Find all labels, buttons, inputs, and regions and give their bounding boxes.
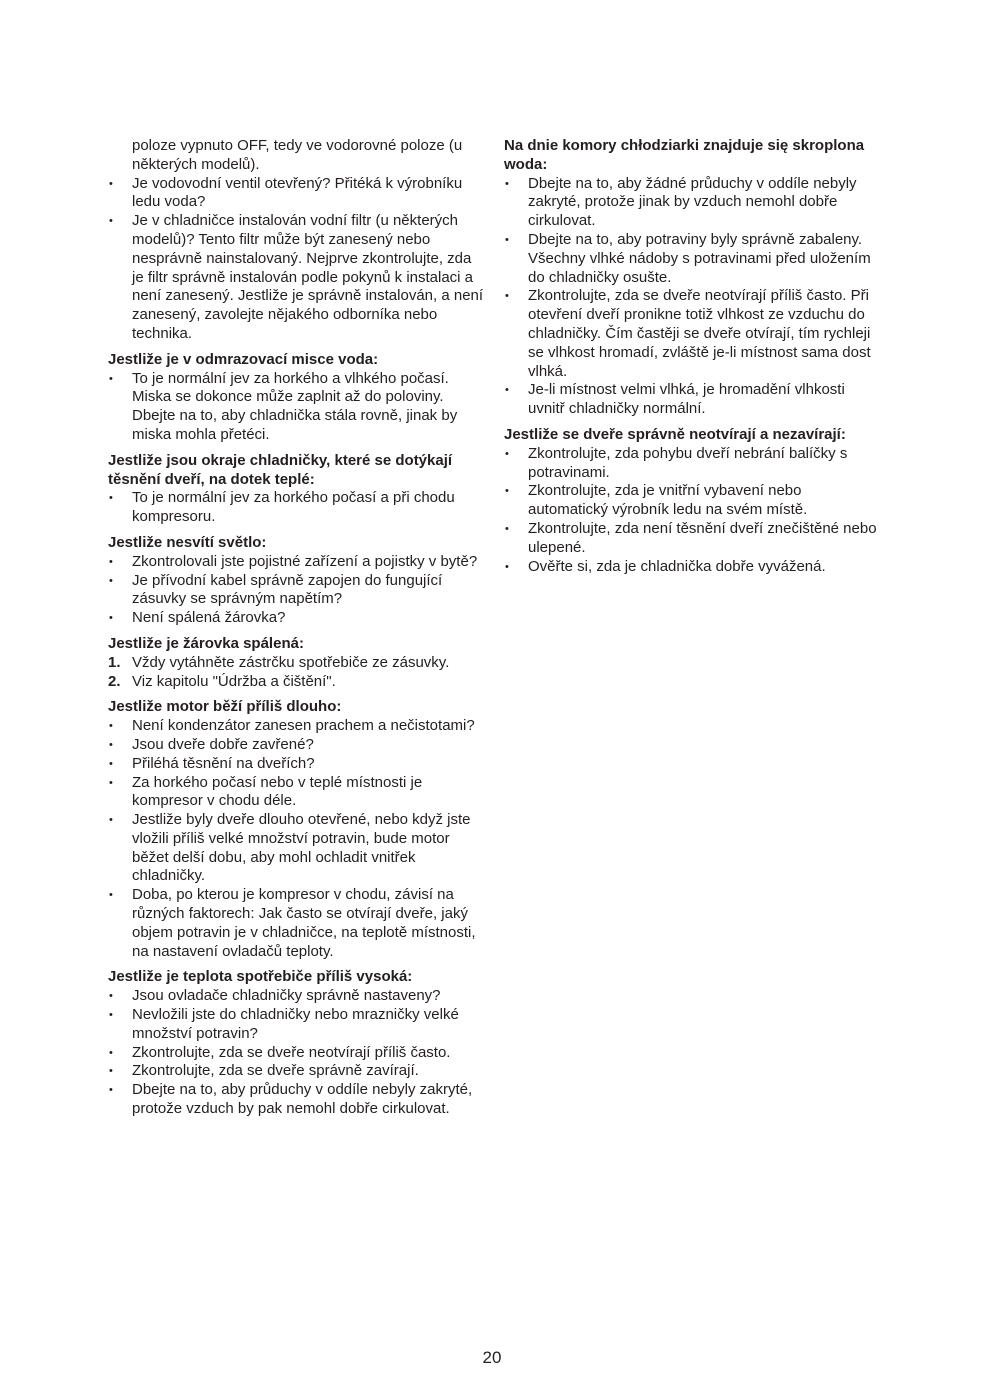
list-item: • Není kondenzátor zanesen prachem a nečistotami? bbox=[108, 717, 486, 736]
list-item: • Dbejte na to, aby žádné průduchy v oddíle nebyly zakryté, protože jinak by vzduch nemohl dobře cirkulovat. bbox=[504, 175, 884, 231]
section-heading: Jestliže je žárovka spálená: bbox=[108, 634, 304, 652]
bullet-list bbox=[504, 445, 884, 577]
page-number: 20 bbox=[482, 1348, 502, 1367]
section-light-off bbox=[108, 534, 486, 628]
bullet-list bbox=[108, 553, 486, 628]
list-item: • Není spálená žárovka? bbox=[108, 609, 486, 628]
continuation-text: poloze vypnuto OFF, tedy ve vodorovné poloze (u některých modelů). bbox=[132, 137, 463, 173]
section-condensed-water bbox=[504, 137, 884, 419]
list-item: • Za horkého počasí nebo v teplé místnosti je kompresor v chodu déle. bbox=[108, 774, 486, 812]
list-item: • Dbejte na to, aby potraviny byly správně zabaleny. Všechny vlhké nádoby s potravinami před uložením do chladničky osušte. bbox=[504, 231, 884, 287]
numbered-item bbox=[108, 673, 486, 692]
section-bulb-burnt bbox=[108, 635, 486, 691]
numbered-item bbox=[108, 654, 486, 673]
section-heading: Jestliže jsou okraje chladničky, které se dotýkají těsnění dveří, na dotek teplé: bbox=[108, 451, 453, 488]
intro-section bbox=[108, 137, 486, 344]
section-heading: Jestliže motor běží příliš dlouho: bbox=[108, 698, 342, 716]
bullet-list bbox=[108, 489, 486, 527]
right-column bbox=[504, 137, 884, 576]
list-item: • Jsou dveře dobře zavřené? bbox=[108, 736, 486, 755]
item-number: 2. bbox=[108, 672, 121, 690]
section-heading: Jestliže je teplota spotřebiče příliš vysoká: bbox=[108, 968, 413, 986]
item-text: Vždy vytáhněte zástrčku spotřebiče ze zásuvky. bbox=[132, 653, 450, 671]
left-column bbox=[108, 137, 486, 1119]
list-item: • Zkontrolujte, zda se dveře správně zavírají. bbox=[108, 1062, 486, 1081]
list-item: • Zkontrolujte, zda není těsnění dveří znečištěné nebo ulepené. bbox=[504, 520, 884, 558]
list-item: • Nevložili jste do chladničky nebo mrazničky velké množství potravin? bbox=[108, 1006, 486, 1044]
list-item: • Zkontrolujte, zda se dveře neotvírají příliš často. Při otevření dveří pronikne totiž vlhkost ze vzduchu do chladničky. Čím častěji se dveře otvírají, tím rychleji se vlhkost hromadí, zvláště je-li místnost sama dost vlhká. bbox=[504, 287, 884, 381]
section-heading: Na dnie komory chłodziarki znajduje się skroplona woda: bbox=[504, 137, 865, 173]
section-heading: Jestliže je v odmrazovací misce voda: bbox=[108, 350, 379, 368]
list-item: • Zkontrolovali jste pojistné zařízení a pojistky v bytě? bbox=[108, 553, 486, 572]
section-warm-edges bbox=[108, 452, 486, 527]
list-item: • Dbejte na to, aby průduchy v oddíle nebyly zakryté, protože vzduch by pak nemohl dobře cirkulovat. bbox=[108, 1081, 486, 1119]
list-item: • Zkontrolujte, zda je vnitřní vybavení nebo automatický výrobník ledu na svém místě. bbox=[504, 482, 884, 520]
intro-list bbox=[108, 175, 486, 344]
list-item: • Jsou ovladače chladničky správně nastaveny? bbox=[108, 987, 486, 1006]
numbered-list bbox=[108, 654, 486, 692]
section-heading: Jestliže nesvítí světlo: bbox=[108, 533, 267, 551]
item-number: 1. bbox=[108, 653, 121, 671]
list-item: • Jestliže byly dveře dlouho otevřené, nebo když jste vložili příliš velké množství potravin, bude motor běžet delší dobu, aby mohl ochladit vnitřek chladničky. bbox=[108, 811, 486, 886]
list-item: • Je vodovodní ventil otevřený? Přitéká k výrobníku ledu voda? bbox=[108, 175, 486, 213]
list-item: • Zkontrolujte, zda pohybu dveří nebrání balíčky s potravinami. bbox=[504, 445, 884, 483]
list-item: • Je přívodní kabel správně zapojen do fungující zásuvky se správným napětím? bbox=[108, 572, 486, 610]
bullet-list bbox=[108, 370, 486, 445]
bullet-list bbox=[108, 987, 486, 1119]
section-motor-runs-long bbox=[108, 698, 486, 961]
list-item: • Je-li místnost velmi vlhká, je hromadění vlhkosti uvnitř chladničky normální. bbox=[504, 381, 884, 419]
item-text: Viz kapitolu "Údržba a čištění". bbox=[132, 672, 336, 690]
list-item: • Přiléhá těsnění na dveřích? bbox=[108, 755, 486, 774]
list-item: • Doba, po kterou je kompresor v chodu, závisí na různých faktorech: Jak často se otvírají dveře, jaký objem potravin je v chladničce, na teplotě místnosti, na nastavení ovladačů teploty. bbox=[108, 886, 486, 961]
list-item: • Ověřte si, zda je chladnička dobře vyvážená. bbox=[504, 558, 884, 577]
list-item: • To je normální jev za horkého počasí a při chodu kompresoru. bbox=[108, 489, 486, 527]
section-heading: Jestliže se dveře správně neotvírají a nezavírají: bbox=[504, 425, 846, 443]
list-item: • Zkontrolujte, zda se dveře neotvírají příliš často. bbox=[108, 1044, 486, 1063]
list-item: • Je v chladničce instalován vodní filtr (u některých modelů)? Tento filtr může být zanesený nebo nesprávně nainstalovaný. Nejprve zkontrolujte, zda je filtr správně instalován podle pokynů k instalaci a není zanesený. Jestliže je správně instalován, a není zanesený, zavolejte nějakého odborníka nebo technika. bbox=[108, 212, 486, 344]
list-item: • To je normální jev za horkého a vlhkého počasí. Miska se dokonce může zaplnit až do poloviny. Dbejte na to, aby chladnička stála rovně, jinak by miska mohla přetéci. bbox=[108, 370, 486, 445]
bullet-list bbox=[108, 717, 486, 961]
section-door-issues bbox=[504, 426, 884, 576]
section-defrost-tray bbox=[108, 351, 486, 445]
bullet-list bbox=[504, 175, 884, 419]
section-temperature-high bbox=[108, 968, 486, 1118]
